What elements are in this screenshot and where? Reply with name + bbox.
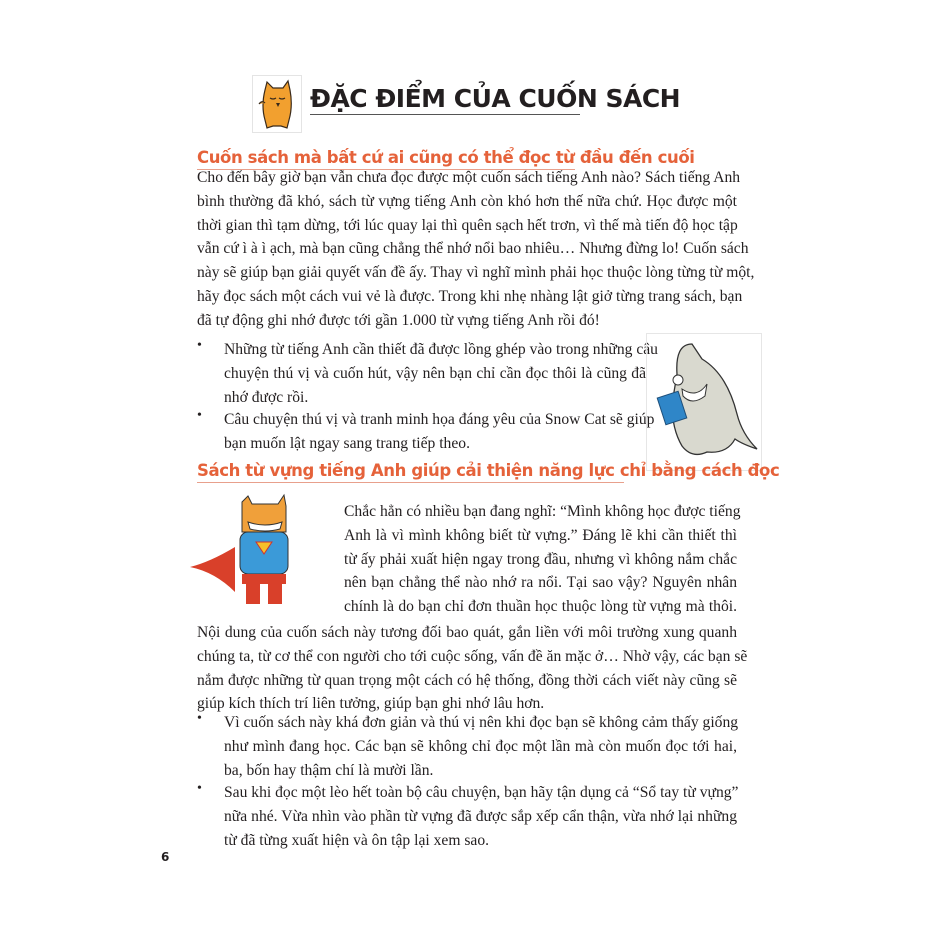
- text-line: vẫn cứ ì à ì ạch, mà bạn cũng chẳng thể nhớ nổi bao nhiêu… Nhưng đừng lo! Cuốn sách: [197, 240, 749, 258]
- text-line: ba, bốn hay thậm chí là mười lần.: [224, 761, 434, 779]
- text-line: chuyện thú vị và cuốn hút, vậy nên bạn chỉ cần đọc thôi là cũng đã: [224, 364, 646, 382]
- text-line: Anh là vì mình không biết từ vựng.” Đáng lẽ khi cần thiết thì: [344, 526, 737, 544]
- section-2-paragraph: [197, 621, 748, 716]
- text-line: hãy đọc sách một cách vui vẻ là được. Trong khi nhẹ nhàng lật giở từng trang sách, bạn: [197, 287, 743, 305]
- text-line: như mình đang học. Các bạn sẽ không chỉ đọc một lần mà còn muốn đọc tới hai,: [224, 737, 737, 755]
- text-line: Chắc hẳn có nhiều bạn đang nghĩ: “Mình không học được tiếng: [344, 503, 741, 520]
- text-line: nữa nhé. Vừa nhìn vào phần từ vựng đã được sắp xếp cẩn thận, vừa nhớ lại những: [224, 807, 737, 825]
- snow-cat-reading-illustration: [646, 333, 762, 471]
- bullet-dot: •: [197, 711, 202, 726]
- section-1-paragraph: [197, 166, 755, 333]
- section-1-bullet: [197, 408, 655, 456]
- text-line: chúng ta, từ cơ thể con người cho tới cuộc sống, vấn đề ăn mặc ở… Nhờ vậy, các bạn sẽ: [197, 647, 748, 665]
- text-line: nhớ được rồi.: [224, 388, 309, 406]
- text-line: chính là do bạn chỉ đơn thuần học thuộc lòng từ vựng mà thôi.: [344, 598, 737, 616]
- text-line: Những từ tiếng Anh cần thiết đã được lồng ghép vào trong những câu: [224, 341, 658, 358]
- text-line: nắm được những từ quan trọng một cách có hệ thống, đồng thời cách viết này cũng sẽ: [197, 671, 737, 689]
- section-2-bullet: [197, 781, 739, 852]
- text-line: bạn muốn lật ngay sang trang tiếp theo.: [224, 434, 470, 452]
- text-line: từ ấy phải xuất hiện ngay trong đầu, nhưng vì không nắm chắc: [344, 550, 737, 568]
- text-line: nên bạn chẳng thể nào nhớ ra nổi. Tại sao vậy? Nguyên nhân: [344, 574, 737, 592]
- text-line: thời gian thì tạm dừng, tới lúc quay lại thì quên sạch hết trơn, vì thế mà tiến độ học tập: [197, 216, 738, 234]
- bullet-dot: •: [197, 781, 202, 796]
- section-2-heading: Sách từ vựng tiếng Anh giúp cải thiện năng lực chỉ bằng cách đọc: [197, 461, 624, 483]
- page-title: ĐẶC ĐIỂM CỦA CUỐN SÁCH: [310, 84, 681, 113]
- bullet-dot: •: [197, 338, 202, 353]
- text-line: giúp kích thích trí liên tưởng, giúp bạn ghi nhớ lâu hơn.: [197, 695, 545, 713]
- text-line: Cho đến bây giờ bạn vẫn chưa đọc được một cuốn sách tiếng Anh nào? Sách tiếng Anh: [197, 169, 741, 186]
- text-line: đã tự động ghi nhớ được tới gần 1.000 từ vựng tiếng Anh rồi đó!: [197, 311, 600, 329]
- orange-cat-illustration: [252, 75, 302, 133]
- text-line: Nội dung của cuốn sách này tương đối bao quát, gắn liền với môi trường xung quanh: [197, 624, 737, 641]
- text-line: này sẽ giúp bạn giải quyết vấn đề ấy. Thay vì nghĩ mình phải học thuộc lòng từng từ một,: [197, 264, 755, 282]
- text-line: Sau khi đọc một lèo hết toàn bộ câu chuyện, bạn hãy tận dụng cả “Sổ tay từ vựng”: [224, 784, 739, 801]
- page-number: 6: [161, 850, 170, 864]
- text-line: bình thường đã khó, sách từ vựng tiếng Anh còn khó hơn thế nữa chứ. Học được một: [197, 192, 737, 210]
- section-1-heading: Cuốn sách mà bất cứ ai cũng có thể đọc từ đầu đến cuối: [197, 148, 575, 170]
- super-cat-illustration: [190, 492, 340, 610]
- text-line: từ đã từng xuất hiện và ôn tập lại xem sao.: [224, 831, 490, 849]
- text-line: Vì cuốn sách này khá đơn giản và thú vị nên khi đọc bạn sẽ không cảm thấy giống: [224, 714, 739, 731]
- text-line: Câu chuyện thú vị và tranh minh họa đáng yêu của Snow Cat sẽ giúp: [224, 411, 655, 428]
- section-2-bullet: [197, 711, 739, 782]
- bullet-dot: •: [197, 408, 202, 423]
- section-1-bullet: [197, 338, 658, 409]
- section-2-intro: [344, 500, 741, 619]
